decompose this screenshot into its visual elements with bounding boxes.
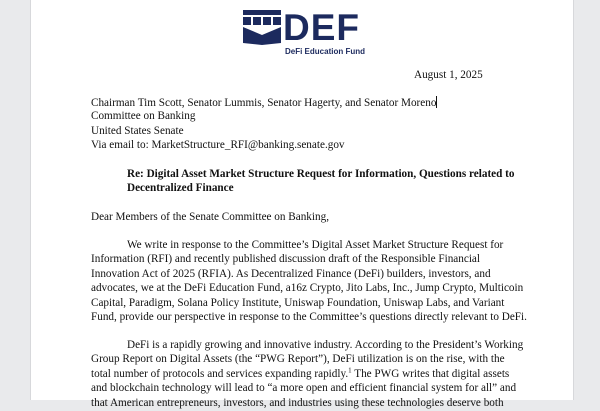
paragraph-line: Information (RFI) and recently published discussion draft of the Responsible Financial bbox=[91, 253, 480, 266]
paragraph-line: Capital, Paradigm, Solana Policy Institute, Uniswap Foundation, Uniswap Labs, and Variant bbox=[91, 296, 505, 309]
subject-line-1: Re: Digital Asset Market Structure Request for Information, Questions related to bbox=[127, 168, 515, 180]
recipient-line: United States Senate bbox=[91, 124, 184, 137]
paragraph-line: DeFi is a rapidly growing and innovative industry. According to the President’s Working bbox=[127, 339, 524, 351]
paragraph-2 bbox=[91, 339, 523, 411]
text-cursor bbox=[436, 96, 437, 108]
salutation: Dear Members of the Senate Committee on Banking, bbox=[91, 211, 329, 223]
footnote-marker: 1 bbox=[348, 366, 352, 375]
paragraph-line: advocates, we at the DeFi Education Fund, a16z Crypto, Jito Labs, Inc., Jump Crypto, Multicoin bbox=[91, 282, 524, 295]
letter-date: August 1, 2025 bbox=[414, 69, 483, 81]
paragraph-line: total number of protocols and services expanding rapidly.$^1$ The PWG writes that digital assets bbox=[91, 366, 510, 380]
logo-wordmark: DEF bbox=[283, 7, 360, 48]
building-icon bbox=[243, 9, 283, 45]
document-page bbox=[30, 0, 574, 409]
paragraph-line: Group Report on Digital Assets (the “PWG Report”), DeFi utilization is on the rise, with the bbox=[91, 353, 505, 366]
paragraph-line: and blockchain technology will lead to “a more open and efficient financial system for all” and bbox=[91, 382, 517, 395]
def-logo bbox=[243, 9, 378, 57]
paragraph-line: Innovation Act of 2025 (RFIA). As Decentralized Finance (DeFi) builders, investors, and bbox=[91, 267, 491, 280]
recipient-block bbox=[91, 96, 437, 154]
recipient-line: Committee on Banking bbox=[91, 110, 196, 123]
paragraph-line: Fund, provide our perspective in response to the Committee’s questions directly relevant to DeFi. bbox=[91, 310, 527, 323]
recipient-line: Via email to: MarketStructure_RFI@banking.senate.gov bbox=[91, 139, 345, 152]
paragraph-line: We write in response to the Committee’s Digital Asset Market Structure Request for bbox=[127, 239, 504, 251]
logo-subtitle: DeFi Education Fund bbox=[285, 47, 365, 56]
paragraph-1 bbox=[91, 239, 527, 325]
subject-line-2: Decentralized Finance bbox=[127, 182, 234, 194]
paragraph-line: that American entrepreneurs, investors, and industries using these technologies deserve both bbox=[91, 396, 504, 409]
recipient-line: Chairman Tim Scott, Senator Lummis, Senator Hagerty, and Senator Moreno bbox=[91, 97, 437, 109]
subject-line bbox=[127, 168, 514, 196]
